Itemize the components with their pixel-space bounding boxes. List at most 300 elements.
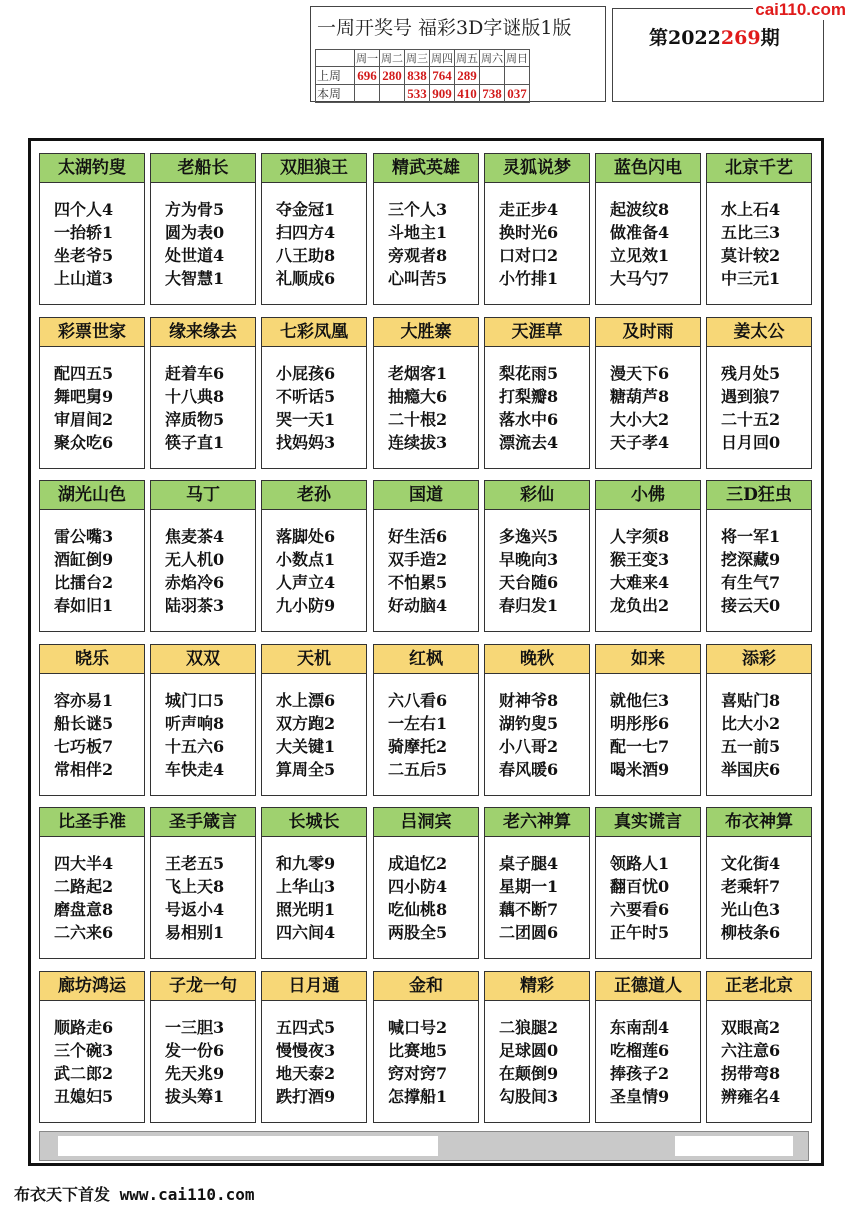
riddle-author: 子龙一句	[151, 972, 255, 1001]
riddle-author: 小佛	[596, 481, 700, 510]
riddle-card	[39, 153, 145, 305]
riddle-card	[39, 807, 145, 959]
riddle-line: 做准备4	[610, 223, 670, 242]
riddle-line: 换时光6	[499, 223, 559, 242]
riddle-line: 柳枝条6	[721, 923, 781, 942]
riddle-lines	[388, 1016, 447, 1108]
riddle-lines	[276, 852, 335, 944]
riddle-author: 彩票世家	[40, 318, 144, 347]
riddle-line: 一左右1	[388, 714, 448, 733]
this-week-label: 本周	[316, 85, 355, 103]
riddle-line: 处世道4	[165, 246, 225, 265]
riddle-card	[150, 317, 256, 469]
riddle-card	[261, 807, 367, 959]
riddle-line: 二十根2	[388, 410, 448, 429]
riddle-line: 四大半4	[54, 854, 114, 873]
riddle-line: 三个人3	[388, 200, 448, 219]
riddle-line: 舞吧舅9	[54, 387, 114, 406]
riddle-line: 在颠倒9	[499, 1064, 559, 1083]
riddle-line: 易相别1	[165, 923, 225, 942]
riddle-author: 精武英雄	[374, 154, 478, 183]
riddle-line: 夺金冠1	[276, 200, 336, 219]
riddle-author: 天机	[262, 645, 366, 674]
days-row	[316, 50, 530, 67]
riddle-line: 王老五5	[165, 854, 225, 873]
riddle-lines	[165, 362, 224, 454]
riddle-line: 就他仨3	[610, 691, 670, 710]
riddle-line: 三个碗3	[54, 1041, 114, 1060]
riddle-card	[706, 317, 812, 469]
riddle-line: 立见效1	[610, 246, 670, 265]
riddle-line: 筷子直1	[165, 433, 225, 452]
riddle-lines	[610, 525, 669, 617]
riddle-line: 春归发1	[499, 596, 559, 615]
draw-number: 280	[380, 67, 405, 85]
riddle-line: 照光明1	[276, 900, 336, 919]
riddle-card	[595, 480, 701, 632]
riddle-author: 真实谎言	[596, 808, 700, 837]
riddle-line: 礼顺成6	[276, 269, 336, 288]
riddle-line: 翻百忧0	[610, 877, 670, 896]
riddle-lines	[610, 362, 669, 454]
riddle-lines	[276, 689, 335, 781]
riddle-line: 六要看6	[610, 900, 670, 919]
riddle-line: 小八哥2	[499, 737, 559, 756]
riddle-line: 大小大2	[610, 410, 670, 429]
riddle-card	[373, 153, 479, 305]
riddle-lines	[499, 689, 558, 781]
riddle-line: 拐带弯8	[721, 1064, 781, 1083]
riddle-line: 糖葫芦8	[610, 387, 670, 406]
bottom-blank-left	[58, 1136, 438, 1156]
day-label: 周五	[455, 50, 480, 67]
results-header	[310, 6, 606, 102]
riddle-line: 桌子腿4	[499, 854, 559, 873]
riddle-line: 早晚向3	[499, 550, 559, 569]
riddle-line: 十八典8	[165, 387, 225, 406]
riddle-card	[373, 317, 479, 469]
riddle-line: 日月回0	[721, 433, 781, 452]
riddle-line: 船长谜5	[54, 714, 114, 733]
draw-number: 289	[455, 67, 480, 85]
riddle-line: 东南刮4	[610, 1018, 670, 1037]
draw-number	[355, 85, 380, 103]
riddle-line: 接云天0	[721, 596, 781, 615]
riddle-card	[706, 480, 812, 632]
riddle-line: 一抬轿1	[54, 223, 114, 242]
riddle-author: 双双	[151, 645, 255, 674]
riddle-card	[484, 153, 590, 305]
riddle-author: 双胆狼王	[262, 154, 366, 183]
riddle-line: 聚众吃6	[54, 433, 114, 452]
riddle-line: 龙负出2	[610, 596, 670, 615]
riddle-line: 春风暖6	[499, 760, 559, 779]
riddle-line: 不怕累5	[388, 573, 448, 592]
riddle-line: 上华山3	[276, 877, 336, 896]
riddle-card	[150, 153, 256, 305]
riddle-author: 金和	[374, 972, 478, 1001]
riddle-lines	[388, 198, 447, 290]
header-title: 一周开奖号 福彩3D字谜版1版	[317, 17, 572, 39]
riddle-card	[706, 644, 812, 796]
riddle-line: 哭一天1	[276, 410, 336, 429]
riddle-line: 焦麦茶4	[165, 527, 225, 546]
riddle-author: 蓝色闪电	[596, 154, 700, 183]
riddle-author: 吕洞宾	[374, 808, 478, 837]
day-label: 周二	[380, 50, 405, 67]
riddle-line: 扫四方4	[276, 223, 336, 242]
riddle-card	[150, 480, 256, 632]
riddle-line: 斗地主1	[388, 223, 448, 242]
riddle-lines	[721, 198, 780, 290]
riddle-lines	[54, 362, 113, 454]
riddle-author: 布衣神算	[707, 808, 811, 837]
riddle-card	[261, 644, 367, 796]
riddle-line: 磨盘意8	[54, 900, 114, 919]
riddle-line: 怎撑船1	[388, 1087, 448, 1106]
riddle-line: 二十五2	[721, 410, 781, 429]
period-number: 269	[720, 27, 761, 49]
riddle-line: 喜贴门8	[721, 691, 781, 710]
bottom-bar	[39, 1131, 809, 1161]
riddle-lines	[610, 852, 669, 944]
riddle-line: 滓质物5	[165, 410, 225, 429]
riddle-line: 八王助8	[276, 246, 336, 265]
riddle-lines	[276, 362, 335, 454]
riddle-author: 老孙	[262, 481, 366, 510]
riddle-line: 比大小2	[721, 714, 781, 733]
riddle-author: 长城长	[262, 808, 366, 837]
corner-cell	[316, 50, 355, 67]
riddle-card	[595, 807, 701, 959]
riddle-lines	[54, 525, 113, 617]
riddle-card	[373, 807, 479, 959]
riddle-line: 五比三3	[721, 223, 781, 242]
riddle-lines	[721, 525, 780, 617]
riddle-lines	[388, 852, 447, 944]
draw-number: 410	[455, 85, 480, 103]
riddle-card	[595, 644, 701, 796]
riddle-line: 五一前5	[721, 737, 781, 756]
riddle-line: 四六间4	[276, 923, 336, 942]
riddle-author: 精彩	[485, 972, 589, 1001]
riddle-line: 小屁孩6	[276, 364, 336, 383]
draw-number	[380, 85, 405, 103]
riddle-card	[373, 644, 479, 796]
riddle-lines	[276, 198, 335, 290]
riddle-author: 老六神算	[485, 808, 589, 837]
draw-number: 909	[430, 85, 455, 103]
period-label	[649, 23, 780, 50]
riddle-line: 好生活6	[388, 527, 448, 546]
riddle-line: 发一份6	[165, 1041, 225, 1060]
riddle-line: 喝米酒9	[610, 760, 670, 779]
riddle-line: 武二郎2	[54, 1064, 114, 1083]
riddle-author: 晓乐	[40, 645, 144, 674]
riddle-line: 大关键1	[276, 737, 336, 756]
this-week-row	[316, 85, 530, 103]
riddle-board	[28, 138, 824, 1166]
riddle-author: 红枫	[374, 645, 478, 674]
riddle-line: 赤焰冷6	[165, 573, 225, 592]
riddle-card	[39, 480, 145, 632]
riddle-line: 梨花雨5	[499, 364, 559, 383]
riddle-line: 成追忆2	[388, 854, 448, 873]
riddle-line: 二团圆6	[499, 923, 559, 942]
riddle-line: 方为骨5	[165, 200, 225, 219]
site-watermark: cai110.com	[755, 0, 846, 19]
riddle-line: 将一军1	[721, 527, 781, 546]
draw-number: 533	[405, 85, 430, 103]
riddle-lines	[721, 689, 780, 781]
riddle-line: 老乘轩7	[721, 877, 781, 896]
riddle-line: 漫天下6	[610, 364, 670, 383]
riddle-card	[706, 971, 812, 1123]
riddle-line: 残月处5	[721, 364, 781, 383]
riddle-line: 丑媳妇5	[54, 1087, 114, 1106]
riddle-line: 漂流去4	[499, 433, 559, 452]
riddle-line: 喊口号2	[388, 1018, 448, 1037]
riddle-card	[484, 480, 590, 632]
riddle-line: 中三元1	[721, 269, 781, 288]
riddle-line: 口对口2	[499, 246, 559, 265]
riddle-line: 算周全5	[276, 760, 336, 779]
riddle-line: 坐老爷5	[54, 246, 114, 265]
riddle-card	[261, 971, 367, 1123]
riddle-line: 吃仙桃8	[388, 900, 448, 919]
riddle-line: 天台随6	[499, 573, 559, 592]
riddle-line: 车快走4	[165, 760, 225, 779]
day-label: 周一	[355, 50, 380, 67]
riddle-line: 人声立4	[276, 573, 336, 592]
draw-number: 738	[480, 85, 505, 103]
last-week-row	[316, 67, 530, 85]
footer-credit: 布衣天下首发 www.cai110.com	[14, 1185, 255, 1204]
riddle-card	[150, 971, 256, 1123]
riddle-line: 起波纹8	[610, 200, 670, 219]
riddle-lines	[499, 525, 558, 617]
bottom-blank-right	[675, 1136, 793, 1156]
riddle-line: 走正步4	[499, 200, 559, 219]
riddle-line: 一三胆3	[165, 1018, 225, 1037]
riddle-card	[261, 480, 367, 632]
riddle-line: 慢慢夜3	[276, 1041, 336, 1060]
draw-number	[505, 67, 530, 85]
riddle-author: 老船长	[151, 154, 255, 183]
riddle-line: 顺路走6	[54, 1018, 114, 1037]
riddle-line: 人字须8	[610, 527, 670, 546]
riddle-card	[373, 480, 479, 632]
riddle-line: 地天泰2	[276, 1064, 336, 1083]
riddle-card	[484, 644, 590, 796]
riddle-author: 天涯草	[485, 318, 589, 347]
riddle-line: 莫计较2	[721, 246, 781, 265]
riddle-line: 比赛地5	[388, 1041, 448, 1060]
riddle-line: 连续拔3	[388, 433, 448, 452]
riddle-lines	[165, 198, 224, 290]
riddle-line: 听声响8	[165, 714, 225, 733]
riddle-line: 辨雍名4	[721, 1087, 781, 1106]
riddle-lines	[610, 198, 669, 290]
riddle-author: 圣手箴言	[151, 808, 255, 837]
riddle-line: 常相伴2	[54, 760, 114, 779]
riddle-author: 日月通	[262, 972, 366, 1001]
riddle-author: 大胜寨	[374, 318, 478, 347]
riddle-card	[484, 317, 590, 469]
riddle-line: 领路人1	[610, 854, 670, 873]
riddle-author: 正老北京	[707, 972, 811, 1001]
riddle-line: 双手造2	[388, 550, 448, 569]
riddle-author: 姜太公	[707, 318, 811, 347]
riddle-line: 星期一1	[499, 877, 559, 896]
riddle-lines	[388, 689, 447, 781]
riddle-line: 落水中6	[499, 410, 559, 429]
riddle-line: 双眼高2	[721, 1018, 781, 1037]
riddle-line: 举国庆6	[721, 760, 781, 779]
riddle-card	[150, 807, 256, 959]
riddle-line: 好动脑4	[388, 596, 448, 615]
draw-number	[480, 67, 505, 85]
riddle-lines	[721, 852, 780, 944]
results-table	[315, 49, 530, 103]
riddle-line: 二狼腿2	[499, 1018, 559, 1037]
riddle-line: 二六来6	[54, 923, 114, 942]
riddle-line: 两股全5	[388, 923, 448, 942]
riddle-author: 缘来缘去	[151, 318, 255, 347]
riddle-line: 老烟客1	[388, 364, 448, 383]
riddle-line: 明彤彤6	[610, 714, 670, 733]
riddle-line: 旁观者8	[388, 246, 448, 265]
riddle-line: 二路起2	[54, 877, 114, 896]
riddle-card	[39, 644, 145, 796]
riddle-line: 心叫苦5	[388, 269, 448, 288]
riddle-line: 挖深藏9	[721, 550, 781, 569]
riddle-line: 抽瘾大6	[388, 387, 448, 406]
riddle-line: 城门口5	[165, 691, 225, 710]
riddle-author: 晚秋	[485, 645, 589, 674]
riddle-line: 上山道3	[54, 269, 114, 288]
riddle-line: 雷公嘴3	[54, 527, 114, 546]
riddle-card	[261, 153, 367, 305]
riddle-line: 窍对窍7	[388, 1064, 448, 1083]
riddle-card	[261, 317, 367, 469]
riddle-author: 廊坊鸿运	[40, 972, 144, 1001]
riddle-line: 遇到狼7	[721, 387, 781, 406]
riddle-line: 酒缸倒9	[54, 550, 114, 569]
riddle-author: 马丁	[151, 481, 255, 510]
riddle-author: 七彩凤凰	[262, 318, 366, 347]
riddle-lines	[721, 362, 780, 454]
riddle-line: 和九零9	[276, 854, 336, 873]
riddle-line: 小数点1	[276, 550, 336, 569]
draw-number: 696	[355, 67, 380, 85]
riddle-line: 容亦易1	[54, 691, 114, 710]
riddle-author: 太湖钓叟	[40, 154, 144, 183]
riddle-card	[484, 807, 590, 959]
riddle-line: 小竹排1	[499, 269, 559, 288]
riddle-lines	[165, 852, 224, 944]
riddle-line: 落脚处6	[276, 527, 336, 546]
riddle-author: 及时雨	[596, 318, 700, 347]
riddle-line: 无人机0	[165, 550, 225, 569]
day-label: 周日	[505, 50, 530, 67]
riddle-line: 大难来4	[610, 573, 670, 592]
riddle-author: 正德道人	[596, 972, 700, 1001]
riddle-card	[39, 971, 145, 1123]
period-prefix: 第2022	[649, 27, 721, 49]
riddle-lines	[165, 689, 224, 781]
riddle-line: 审眉间2	[54, 410, 114, 429]
riddle-author: 比圣手准	[40, 808, 144, 837]
riddle-line: 六八看6	[388, 691, 448, 710]
riddle-lines	[499, 198, 558, 290]
riddle-author: 彩仙	[485, 481, 589, 510]
riddle-line: 藕不断7	[499, 900, 559, 919]
riddle-line: 飞上天8	[165, 877, 225, 896]
riddle-line: 大智慧1	[165, 269, 225, 288]
riddle-line: 九小防9	[276, 596, 336, 615]
riddle-lines	[499, 362, 558, 454]
riddle-line: 陆羽茶3	[165, 596, 225, 615]
riddle-line: 七巧板7	[54, 737, 114, 756]
riddle-card	[484, 971, 590, 1123]
riddle-author: 国道	[374, 481, 478, 510]
riddle-line: 足球圆0	[499, 1041, 559, 1060]
riddle-author: 三D狂虫	[707, 481, 811, 510]
riddle-line: 大马勺7	[610, 269, 670, 288]
riddle-line: 六注意6	[721, 1041, 781, 1060]
riddle-lines	[610, 1016, 669, 1108]
riddle-lines	[165, 525, 224, 617]
riddle-author: 灵狐说梦	[485, 154, 589, 183]
riddle-card	[595, 971, 701, 1123]
riddle-line: 配四五5	[54, 364, 114, 383]
riddle-line: 号返小4	[165, 900, 225, 919]
riddle-line: 配一七7	[610, 737, 670, 756]
riddle-author: 湖光山色	[40, 481, 144, 510]
riddle-line: 赶着车6	[165, 364, 225, 383]
riddle-line: 文化街4	[721, 854, 781, 873]
riddle-line: 骑摩托2	[388, 737, 448, 756]
riddle-author: 添彩	[707, 645, 811, 674]
riddle-line: 五四式5	[276, 1018, 336, 1037]
riddle-lines	[54, 852, 113, 944]
riddle-line: 水上石4	[721, 200, 781, 219]
riddle-line: 捧孩子2	[610, 1064, 670, 1083]
riddle-line: 不听话5	[276, 387, 336, 406]
day-label: 周四	[430, 50, 455, 67]
riddle-line: 十五六6	[165, 737, 225, 756]
riddle-line: 二五后5	[388, 760, 448, 779]
period-suffix: 期	[760, 27, 780, 49]
draw-number: 037	[505, 85, 530, 103]
draw-number: 838	[405, 67, 430, 85]
riddle-line: 先天兆9	[165, 1064, 225, 1083]
riddle-line: 猴王变3	[610, 550, 670, 569]
riddle-line: 四个人4	[54, 200, 114, 219]
riddle-card	[706, 153, 812, 305]
riddle-lines	[499, 852, 558, 944]
riddle-line: 多逸兴5	[499, 527, 559, 546]
riddle-line: 光山色3	[721, 900, 781, 919]
riddle-line: 打梨瓣8	[499, 387, 559, 406]
draw-number: 764	[430, 67, 455, 85]
riddle-lines	[54, 1016, 113, 1108]
riddle-line: 圣皇情9	[610, 1087, 670, 1106]
riddle-line: 找妈妈3	[276, 433, 336, 452]
riddle-lines	[610, 689, 669, 781]
riddle-line: 天子孝4	[610, 433, 670, 452]
